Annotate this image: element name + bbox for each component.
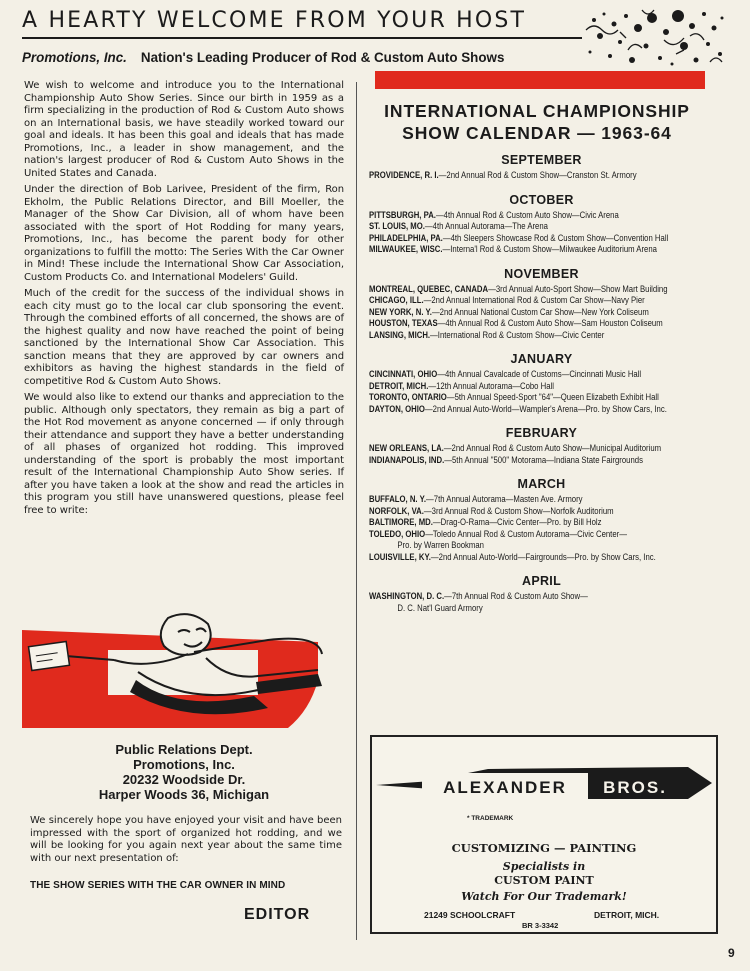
entry-detail: —4th Annual Cavalcade of Customs—Cincinnati Music Hall: [437, 369, 642, 379]
entry-city: PITTSBURGH, PA.: [369, 209, 436, 220]
logo-left-text: ALEXANDER: [443, 778, 567, 797]
closing-paragraph: We sincerely hope you have enjoyed your visit and have been impressed with the sport of organized hot rodding, and we will be looking for you again next year about the same time with our next presentation of:: [30, 815, 342, 864]
intro-paragraph: We would also like to extend our thanks and appreciation to the public. Although only spectators, they remain as big a part of the Hot Rod movement as anyone concerned — if only through their attendance and support they have a better understanding of all phases of organized hot rodding. This improved understanding of the sport is probably the most important result of the International Championship Auto Show series. If after you have taken a look at the show and read the articles in this program you still have unanswered questions, please feel free to write:: [24, 392, 344, 516]
intro-paragraph: We wish to welcome and introduce you to the International Championship Auto Show Series. Since our birth in 1959 as a firm specializing in the production of Rod & Custom Auto shows on an International basis, we have steadily worked toward our goal and ideals. It has been this goal and ideals that has made Promotions, Inc., a leader in show management, and the nation's largest producer of Rod & Custom Auto Shows in the United States and Canada.: [24, 80, 344, 179]
entry-city: DAYTON, OHIO: [369, 403, 425, 414]
month-block: [369, 267, 714, 342]
entry-detail: —2nd Annual Auto-World—Fairgrounds—Pro. by Show Cars, Inc.: [430, 551, 656, 562]
intro-text: [24, 80, 344, 521]
entry-city: WASHINGTON, D. C.: [369, 591, 445, 601]
entry-city: PROVIDENCE, R. I.: [369, 170, 439, 180]
tagline: Nation's Leading Producer of Rod & Custom Auto Shows: [140, 50, 505, 65]
org-name: Promotions, Inc.: [22, 50, 127, 65]
confetti-decoration: [580, 6, 730, 70]
calendar-entry: [369, 318, 713, 330]
ad-street: 21249 SCHOOLCRAFT: [424, 910, 516, 920]
entry-detail: —5th Annual Speed-Sport "64"—Queen Elizabeth Exhibit Hall: [446, 392, 659, 402]
calendar-entry: [369, 506, 713, 518]
entry-city: HOUSTON, TEXAS: [369, 318, 438, 328]
entry-city: CINCINNATI, OHIO: [369, 369, 438, 379]
header-rule: [22, 37, 582, 39]
entry-detail: —Interna'l Rod & Custom Show—Milwaukee Auditorium Arena: [442, 244, 657, 254]
entry-detail: —3rd Annual Rod & Custom Show—Norfolk Auditorium: [423, 505, 614, 516]
ad-slogan: Watch For Our Trademark!: [461, 890, 627, 903]
entry-city: TORONTO, ONTARIO: [369, 392, 447, 402]
entry-city: PHILADELPHIA, PA.: [369, 232, 443, 243]
entry-detail: —4th Annual Autorama—The Arena: [424, 221, 548, 231]
calendar-entry: [369, 221, 713, 233]
month-block: [369, 193, 714, 256]
entry-city: LOUISVILLE, KY.: [369, 551, 431, 562]
ad-services: CUSTOMIZING — PAINTING: [451, 841, 637, 855]
calendar-entry: [369, 295, 713, 307]
calendar-title: [362, 100, 712, 144]
intro-paragraph: Under the direction of Bob Larivee, President of the firm, Ron Ekholm, the Public Relations Director, and Bill Moeller, the Manager of the Show Car Division, all of whom have been associated with the sport of Hot Rodding for many years, Promotions, Inc., has become the parent body for other organizations to fulfill the motto: The Series With the Car Owner in Mind! These include the International Show Car Association, Custom Products Co. and International Modelers' Guild.: [24, 184, 344, 283]
mailing-address: [24, 742, 344, 802]
entry-detail: —2nd Annual National Custom Car Show—New York Coliseum: [431, 306, 649, 317]
calendar-entry-continued: [369, 540, 713, 552]
entry-detail: —Toledo Annual Rod & Custom Autorama—Civic Center—: [425, 528, 627, 539]
entry-detail: —2nd Annual Rod & Custom Show—Cranston St. Armory: [438, 170, 637, 180]
calendar-entry: [369, 517, 713, 529]
calendar-entry: [369, 591, 713, 603]
month-block: [369, 153, 714, 182]
entry-detail: —Drag-O-Rama—Civic Center—Pro. by Bill Holz: [432, 517, 602, 527]
ad-custom-paint: CUSTOM PAINT: [494, 874, 594, 887]
calendar-entry: [369, 244, 713, 256]
calendar-entry: [369, 210, 713, 222]
editor-signature: EDITOR: [244, 906, 311, 923]
calendar-entry: [369, 494, 713, 506]
address-line: Promotions, Inc.: [133, 757, 235, 772]
alexander-bros-logo: [372, 747, 716, 817]
entry-city: BUFFALO, N. Y.: [369, 494, 427, 504]
trademark-note: * TRADEMARK: [467, 815, 514, 822]
motto: THE SHOW SERIES WITH THE CAR OWNER IN MIND: [30, 880, 286, 891]
ad-specialists: Specialists in: [502, 860, 586, 873]
entry-detail: —4th Annual Rod & Custom Auto Show—Civic Arena: [435, 209, 619, 220]
entry-city: MONTREAL, QUEBEC, CANADA: [369, 283, 489, 294]
calendar-entry: [369, 284, 713, 296]
entry-detail: —12th Annual Autorama—Cobo Hall: [428, 380, 554, 391]
calendar-entry: [369, 170, 713, 182]
entry-city: TOLEDO, OHIO: [369, 528, 426, 539]
entry-city: INDIANAPOLIS, IND.: [369, 454, 445, 465]
calendar-entry: [369, 443, 713, 455]
entry-city: NORFOLK, VA.: [369, 505, 424, 516]
calendar-entry-continued: [369, 603, 713, 615]
entry-detail: —2nd Annual Rod & Custom Auto Show—Municipal Auditorium: [443, 443, 662, 453]
month-heading: APRIL: [522, 574, 561, 588]
entry-city: CHICAGO, ILL.: [369, 295, 424, 305]
entry-city: BALTIMORE, MD.: [369, 517, 433, 527]
ad-phone: BR 3-3342: [522, 921, 559, 930]
month-block: [369, 426, 714, 466]
entry-detail: —2nd Annual International Rod & Custom Car Show—Navy Pier: [423, 295, 645, 305]
entry-detail: —7th Annual Autorama—Masten Ave. Armory: [426, 494, 583, 504]
entry-city: NEW ORLEANS, LA.: [369, 443, 444, 453]
month-heading: OCTOBER: [509, 192, 574, 207]
calendar-entry: [369, 307, 713, 319]
page-number: 9: [728, 946, 735, 960]
cartoon-illustration: [18, 610, 338, 738]
month-heading: JANUARY: [510, 352, 573, 366]
month-heading: NOVEMBER: [504, 266, 579, 281]
entry-continuation: Pro. by Warren Bookman: [397, 540, 484, 550]
column-divider: [356, 82, 357, 940]
entry-detail: —4th Annual Rod & Custom Auto Show—Sam Houston Coliseum: [437, 318, 663, 328]
subtitle: [22, 50, 582, 65]
calendar-entry: [369, 552, 713, 564]
red-accent-bar: [375, 71, 705, 89]
calendar-entry: [369, 233, 713, 245]
calendar-entry: [369, 392, 713, 404]
entry-detail: —7th Annual Rod & Custom Auto Show—: [444, 591, 588, 601]
address-line: Harper Woods 36, Michigan: [98, 787, 270, 802]
calendar-entry: [369, 369, 713, 381]
entry-detail: —4th Sleepers Showcase Rod & Custom Show—Convention Hall: [442, 232, 669, 243]
entry-detail: —5th Annual "500" Motorama—Indiana State Fairgrounds: [444, 454, 643, 465]
entry-city: NEW YORK, N. Y.: [369, 306, 432, 317]
entry-detail: —3rd Annual Auto-Sport Show—Show Mart Building: [488, 283, 668, 294]
entry-detail: —International Rod & Custom Show—Civic Center: [430, 329, 605, 340]
calendar-title-line: INTERNATIONAL CHAMPIONSHIP: [384, 101, 690, 121]
show-calendar: [369, 153, 714, 625]
logo-right-text: BROS.: [603, 778, 667, 797]
calendar-title-line: SHOW CALENDAR — 1963-64: [402, 123, 672, 143]
calendar-entry: [369, 404, 713, 416]
address-line: 20232 Woodside Dr.: [122, 772, 246, 787]
address-line: Public Relations Dept.: [115, 742, 253, 757]
entry-city: DETROIT, MICH.: [369, 380, 429, 391]
ad-city: DETROIT, MICH.: [594, 910, 660, 920]
entry-detail: —2nd Annual Auto-World—Wampler's Arena—Pro. by Show Cars, Inc.: [424, 403, 667, 414]
entry-city: ST. LOUIS, MO.: [369, 221, 425, 231]
alexander-bros-ad: [370, 735, 718, 934]
entry-city: MILWAUKEE, WISC.: [369, 244, 443, 254]
month-block: [369, 574, 714, 614]
month-block: [369, 477, 714, 563]
intro-paragraph: Much of the credit for the success of the individual shows in each city must go to the local car club sponsoring the event. Through the combined efforts of all concerned, the shows are of the highest quality and now have reached the point of being sanctioned by the International Show Car Association. This sanction means that they are approved by car owners and exhibitors as having the highest standards in the field of competitive Rod & Custom Auto Shows.: [24, 288, 344, 387]
calendar-entry: [369, 330, 713, 342]
month-heading: SEPTEMBER: [501, 153, 582, 167]
month-heading: MARCH: [517, 477, 566, 491]
calendar-entry: [369, 529, 713, 541]
entry-city: LANSING, MICH.: [369, 329, 431, 340]
month-block: [369, 352, 714, 415]
calendar-entry: [369, 455, 713, 467]
entry-continuation: D. C. Nat'l Guard Armory: [397, 602, 483, 613]
calendar-entry: [369, 381, 713, 393]
page-title: A HEARTY WELCOME FROM YOUR HOST: [22, 8, 527, 33]
month-heading: FEBRUARY: [505, 426, 578, 440]
